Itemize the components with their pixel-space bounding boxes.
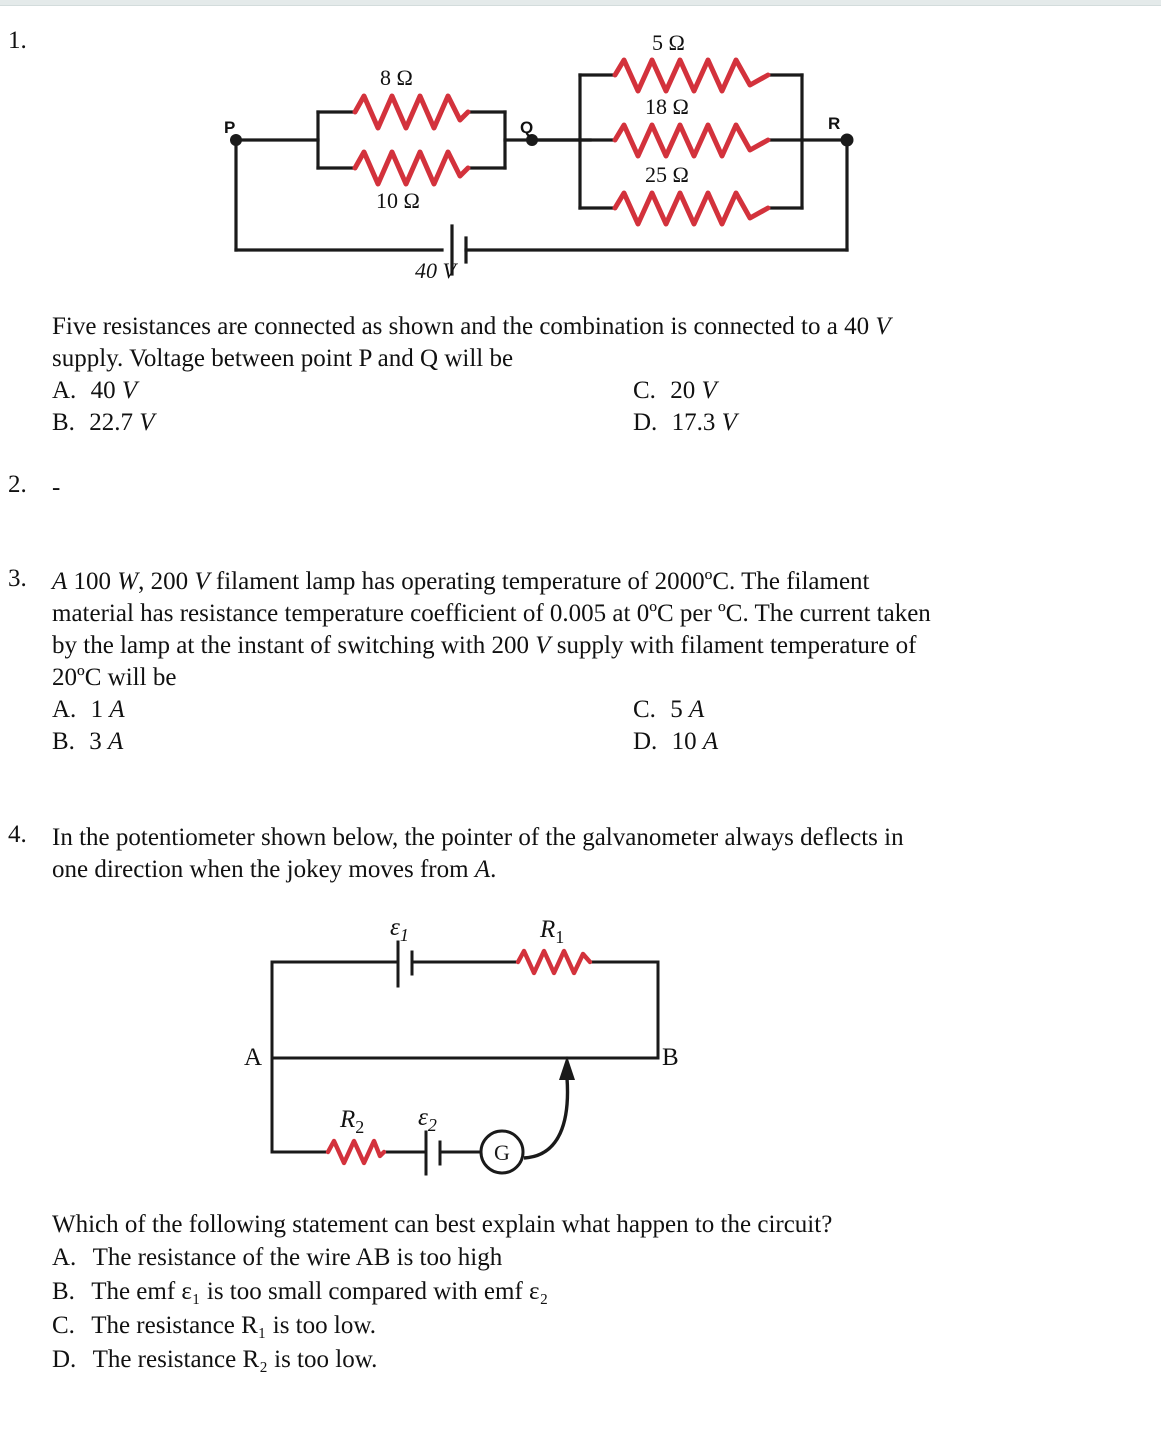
- resistor-1-label: [540, 916, 564, 948]
- emf-2-subscript: 2: [427, 1115, 437, 1135]
- option-key: D.: [633, 409, 658, 436]
- question-3-option-b[interactable]: [52, 726, 123, 758]
- resistor-2-label: [340, 1106, 364, 1138]
- question-3-stem-line-1: A 100 W, 200 V filament lamp has operating temperature of 2000ºC. The filament: [52, 568, 870, 595]
- option-key: B.: [52, 1278, 75, 1305]
- exam-page: [0, 6, 1161, 1432]
- circuit2-svg: [230, 906, 710, 1176]
- question-3-number: 3.: [8, 565, 27, 592]
- emf-1-label: [390, 914, 409, 946]
- option-key: C.: [633, 696, 656, 723]
- option-key: A.: [52, 696, 77, 723]
- node-label-q: Q: [520, 118, 534, 137]
- resistor-label-10ohm: 10 Ω: [376, 188, 420, 213]
- circuit1-svg: [190, 30, 890, 290]
- jockey-arrowhead: [559, 1056, 575, 1080]
- option-key: A.: [52, 377, 77, 404]
- option-key: D.: [633, 728, 658, 755]
- resistor-2-subscript: 2: [355, 1117, 365, 1137]
- question-4-stem: [52, 822, 1122, 886]
- node-dot-r: [841, 134, 854, 147]
- resistor-2-symbol: R: [340, 1106, 356, 1133]
- question-4-option-d[interactable]: [52, 1344, 377, 1376]
- battery-label-40v: [415, 258, 456, 284]
- question-3-option-c[interactable]: [633, 694, 704, 726]
- question-4-stem-line-1: In the potentiometer shown below, the pointer of the galvanometer always deflects in: [52, 824, 904, 851]
- option-key: C.: [52, 1312, 75, 1339]
- option-text: The resistance R₁ is too low.: [91, 1312, 377, 1339]
- question-3-stem-line-4: 20ºC will be: [52, 664, 177, 691]
- question-2-stem-line-1: -: [52, 474, 61, 501]
- question-4-option-a[interactable]: [52, 1242, 502, 1274]
- resistor-label-18ohm: 18 Ω: [645, 94, 689, 119]
- question-2-number: 2.: [8, 471, 27, 498]
- emf-2-label: [418, 1104, 437, 1136]
- question-3-option-d[interactable]: [633, 726, 718, 758]
- question-4-number: 4.: [8, 821, 27, 848]
- emf-2-symbol: ε: [418, 1104, 428, 1131]
- option-key: A.: [52, 1244, 77, 1271]
- question-4-option-b[interactable]: [52, 1276, 548, 1308]
- emf-1-symbol: ε: [390, 914, 400, 941]
- question-1-stem-line-2: supply. Voltage between point P and Q will be: [52, 345, 514, 372]
- question-4-prompt: [52, 1209, 1122, 1241]
- question-2-stem: [52, 472, 60, 504]
- resistor-1-subscript: 1: [555, 927, 565, 947]
- emf-1-subscript: 1: [399, 925, 409, 945]
- question-1-number: 1.: [8, 27, 27, 54]
- option-text: 1 A: [90, 696, 125, 723]
- galvanometer-letter: G: [494, 1140, 510, 1165]
- question-3-stem: [52, 566, 1122, 694]
- option-text: The resistance R₂ is too low.: [92, 1346, 378, 1373]
- question-4-option-c[interactable]: [52, 1310, 376, 1342]
- jockey-wire: [524, 1078, 568, 1158]
- terminal-label-a: A: [244, 1044, 263, 1071]
- question-3-option-a[interactable]: [52, 694, 125, 726]
- resistor-label-8ohm: 8 Ω: [380, 65, 413, 90]
- question-1-option-c[interactable]: [633, 375, 717, 407]
- option-text: The resistance of the wire AB is too high: [92, 1244, 503, 1271]
- option-text: 17.3 V: [671, 409, 737, 436]
- option-text: 22.7 V: [89, 409, 155, 436]
- option-key: D.: [52, 1346, 77, 1373]
- question-1-stem: [52, 311, 1112, 375]
- option-key: C.: [633, 377, 656, 404]
- question-1-option-a[interactable]: [52, 375, 137, 407]
- question-3-stem-line-2: material has resistance temperature coefficient of 0.005 at 0ºC per ºC. The current taken: [52, 600, 931, 627]
- option-text: 40 V: [90, 377, 138, 404]
- figure-five-resistance-network: [190, 30, 890, 290]
- option-text: 5 A: [670, 696, 705, 723]
- option-text: 10 A: [671, 728, 719, 755]
- resistor-label-5ohm: 5 Ω: [652, 30, 685, 55]
- question-3-stem-line-3: by the lamp at the instant of switching with 200 V supply with filament temperature of: [52, 632, 917, 659]
- terminal-label-b: B: [662, 1044, 679, 1071]
- option-key: B.: [52, 409, 75, 436]
- node-label-r: R: [828, 114, 841, 133]
- option-key: B.: [52, 728, 75, 755]
- option-text: 20 V: [670, 377, 717, 404]
- question-1-option-d[interactable]: [633, 407, 737, 439]
- option-text: 3 A: [89, 728, 124, 755]
- question-1-option-b[interactable]: [52, 407, 154, 439]
- question-4-prompt-line: Which of the following statement can best explain what happen to the circuit?: [52, 1211, 833, 1238]
- question-1-stem-line-1: Five resistances are connected as shown and the combination is connected to a 40 V: [52, 313, 891, 340]
- option-text: The emf ε₁ is too small compared with emf ε₂: [91, 1278, 549, 1305]
- resistor-label-25ohm: 25 Ω: [645, 162, 689, 187]
- node-label-p: P: [224, 118, 236, 137]
- figure-potentiometer-circuit: [230, 906, 710, 1176]
- question-4-stem-line-2: one direction when the jokey moves from A.: [52, 856, 497, 883]
- battery-value: 40 V: [415, 258, 456, 283]
- resistor-1-symbol: R: [540, 916, 556, 943]
